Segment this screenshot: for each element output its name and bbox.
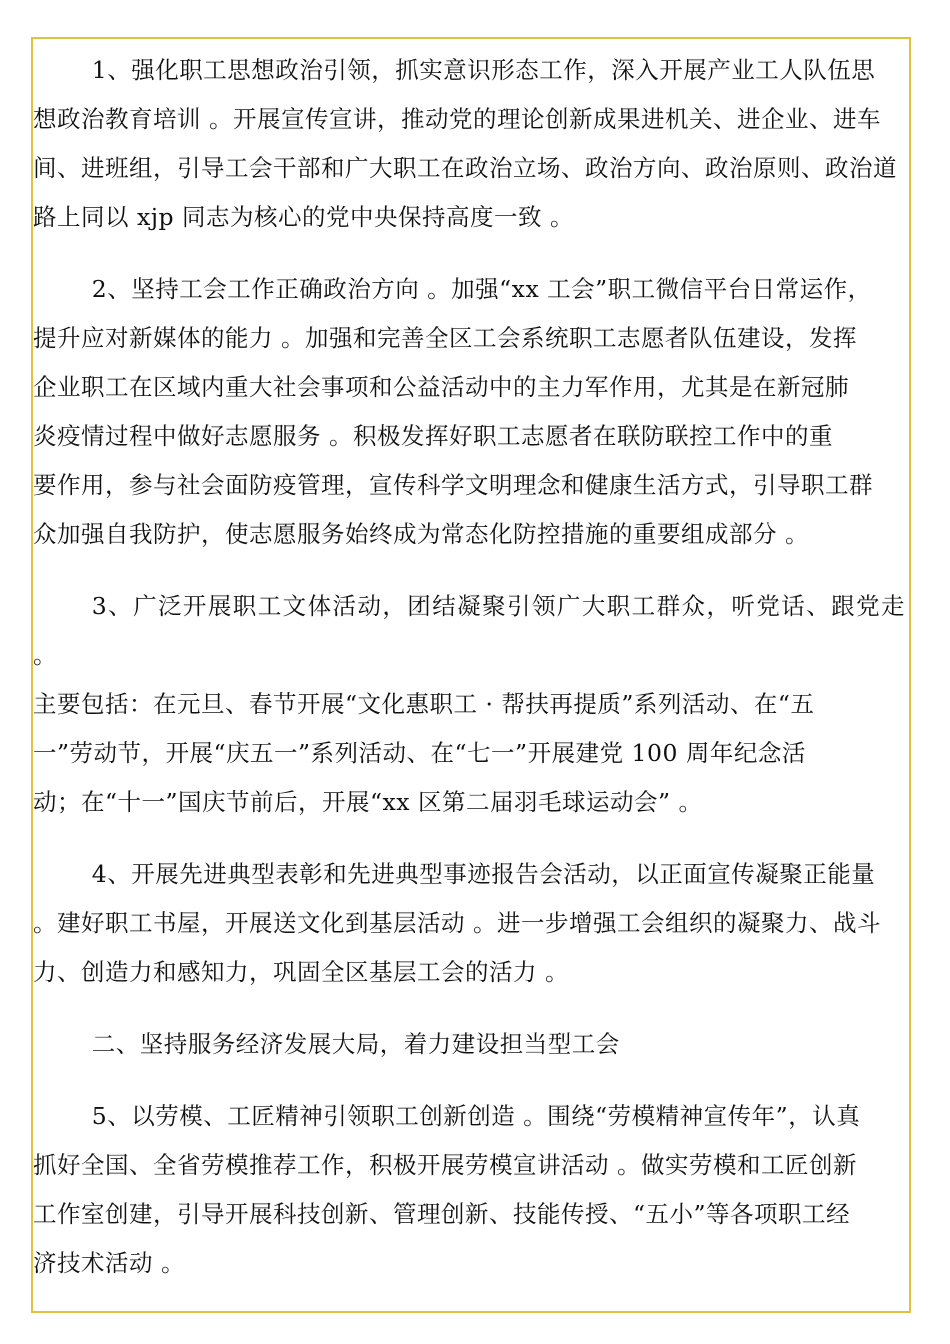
document-body [33, 46, 909, 1288]
paragraph-line: 炎疫情过程中做好志愿服务 。积极发挥好职工志愿者在联防联控工作中的重 [33, 422, 833, 450]
paragraph-line: 企业职工在区域内重大社会事项和公益活动中的主力军作用，尤其是在新冠肺 [33, 373, 849, 401]
paragraph-line: 工作室创建，引导开展科技创新、管理创新、技能传授、“五小”等各项职工经 [33, 1200, 851, 1228]
paragraph-line: 2、坚持工会工作正确政治方向 。加强“xx 工会”职工微信平台日常运作， [91, 275, 872, 303]
paragraph-2 [33, 265, 909, 559]
section-heading-2 [33, 1020, 909, 1069]
paragraph-1 [33, 46, 909, 242]
paragraph-line: 想政治教育培训 。开展宣传宣讲，推动党的理论创新成果进机关、进企业、进车 [33, 105, 881, 133]
paragraph-4 [33, 850, 909, 997]
paragraph-line: 路上同以 xjp 同志为核心的党中央保持高度一致 。 [33, 203, 574, 231]
paragraph-3 [33, 582, 909, 827]
heading-line: 二、坚持服务经济发展大局，着力建设担当型工会 [91, 1030, 620, 1058]
paragraph-line: 力、创造力和感知力，巩固全区基层工会的活力 。 [33, 958, 569, 986]
paragraph-line: 。建好职工书屋，开展送文化到基层活动 。进一步增强工会组织的凝聚力、战斗 [33, 909, 881, 937]
paragraph-line: 济技术活动 。 [33, 1249, 185, 1277]
paragraph-line: 动；在“十一”国庆节前后，开展“xx 区第二届羽毛球运动会” 。 [33, 788, 703, 816]
paragraph-line: 5、以劳模、工匠精神引领职工创新创造 。围绕“劳模精神宣传年”，认真 [91, 1102, 861, 1130]
paragraph-line: 4、开展先进典型表彰和先进典型事迹报告会活动，以正面宣传凝聚正能量 [91, 860, 876, 888]
paragraph-5 [33, 1092, 909, 1288]
paragraph-line: 1、强化职工思想政治引领，抓实意识形态工作，深入开展产业工人队伍思 [91, 56, 876, 84]
paragraph-line: 间、进班组，引导工会干部和广大职工在政治立场、政治方向、政治原则、政治道 [33, 154, 897, 182]
paragraph-line: 主要包括：在元旦、春节开展“文化惠职工 · 帮扶再提质”系列活动、在“五 [33, 690, 815, 718]
paragraph-line: 要作用，参与社会面防疫管理，宣传科学文明理念和健康生活方式，引导职工群 [33, 471, 873, 499]
paragraph-line: 抓好全国、全省劳模推荐工作，积极开展劳模宣讲活动 。做实劳模和工匠创新 [33, 1151, 857, 1179]
paragraph-line: 3、广泛开展职工文体活动，团结凝聚引领广大职工群众，听党话、跟党走 。 [33, 592, 905, 669]
paragraph-line: 众加强自我防护，使志愿服务始终成为常态化防控措施的重要组成部分 。 [33, 520, 809, 548]
paragraph-line: 一”劳动节，开展“庆五一”系列活动、在“七一”开展建党 100 周年纪念活 [33, 739, 806, 767]
paragraph-line: 提升应对新媒体的能力 。加强和完善全区工会系统职工志愿者队伍建设，发挥 [33, 324, 857, 352]
